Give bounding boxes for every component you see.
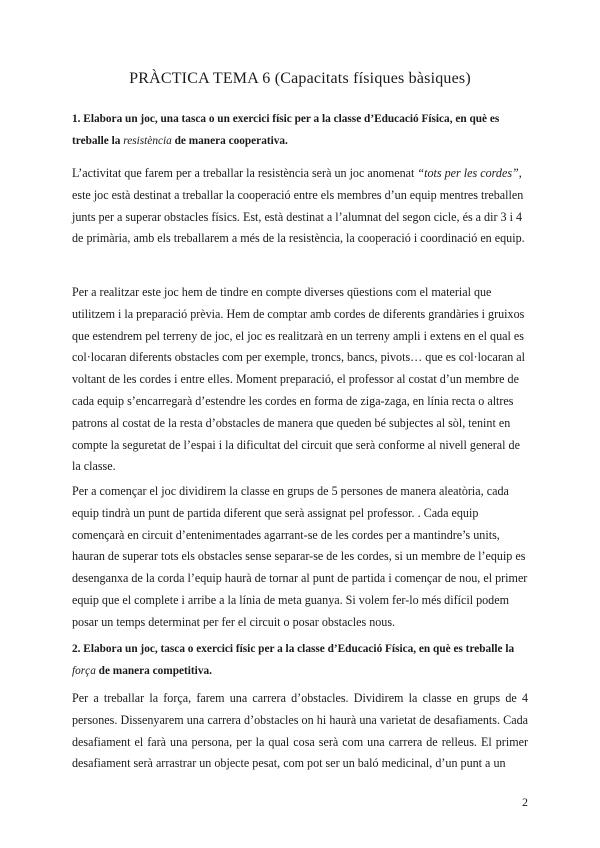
- section-1-paragraph-2: Per a realitzar este joc hem de tindre en compte diverses qüestions com el material que utilitzem i la preparació prèvia. Hem de comptar amb cordes de diferents grandàries i gruixos que estendrem pel terreny de joc, el joc es realitzarà en un terreny ampli i extens en el qual es col·locaran diferents obstacles com per exemple, troncs, bancs, pivots… que es col·locaran al voltant de les cordes i entre elles. Moment preparació, el professor al costat d’un membre de cada equip s’encarregarà d’estendre les cordes en forma de ziga-zaga, en línia recta o altres patrons al costat de la resta d’obstacles de manera que queden bé subjectes al sòl, tenint en compte la seguretat de l’espai i la dificultat del circuit que serà conforme al nivell general de la classe.: [72, 285, 526, 474]
- section-2-heading-post: de manera competitiva.: [95, 665, 212, 677]
- section-2-heading-em: força: [72, 665, 96, 677]
- section-1-heading: [72, 108, 528, 152]
- page-title: PRÀCTICA TEMA 6 (Capacitats físiques bàsiques): [129, 70, 471, 87]
- section-1-paragraph-3: Per a començar el joc dividirem la classe en grups de 5 persones de manera aleatòria, cada equip tindrà un punt de partida diferent que serà assignat pel professor. . Cada equip començarà en circuit d’entenimentades agarrant-se de les cordes per a mantindre’s units, hauran de superar tots els obstacles sense separar-se de les cordes, si un membre de l’equip es desenganxa de la corda l’equip haurà de tornar al punt de partida i començar de nou, el primer equip que el complete i arribe a la línia de meta guanya. Si volem fer-lo més difícil podem posar un temps determinat per fer el circuit o posar obstacles nous.: [72, 484, 528, 629]
- section-1-paragraph-1: [72, 163, 528, 250]
- section-1-heading-pre: 1. Elabora un joc, una tasca o un exercici físic per a la classe d’Educació Física, en què es treballe la: [72, 113, 500, 147]
- paragraph-text: L’activitat que farem per a treballar la resistència serà un joc anomenat: [72, 166, 418, 180]
- game-name: “tots per les cordes”: [417, 166, 519, 180]
- section-2-heading: [72, 638, 528, 682]
- section-2-paragraph-1: Per a treballar la força, farem una carrera d’obstacles. Dividirem la classe en grups de 4 persones. Dissenyarem una carrera d’obstacles on hi haurà una varietat de desafiaments. Cada desafiament el farà una persona, per la qual cosa serà com una carrera de relleus. El primer desafiament serà arrastrar un objecte pesat, com pot ser un baló medicinal, d’un punt a un: [72, 691, 528, 771]
- page-number: 2: [522, 795, 528, 809]
- paragraph-text: , este joc està destinat a treballar la cooperació entre els membres d’un equip mentres treballen junts per a superar obstacles físics. Est, està destinat a l’alumnat del segon cicle, és a dir 3 i 4 de primària, amb els treballarem a més de la resistència, la cooperació i coordinació en equip.: [72, 166, 525, 246]
- section-1-heading-em: resistència: [123, 135, 172, 147]
- section-2-heading-pre: 2. Elabora un joc, tasca o exercici físic per a la classe d’Educació Física, en què es treballe la: [72, 643, 515, 655]
- section-1-heading-post: de manera cooperativa.: [171, 135, 288, 147]
